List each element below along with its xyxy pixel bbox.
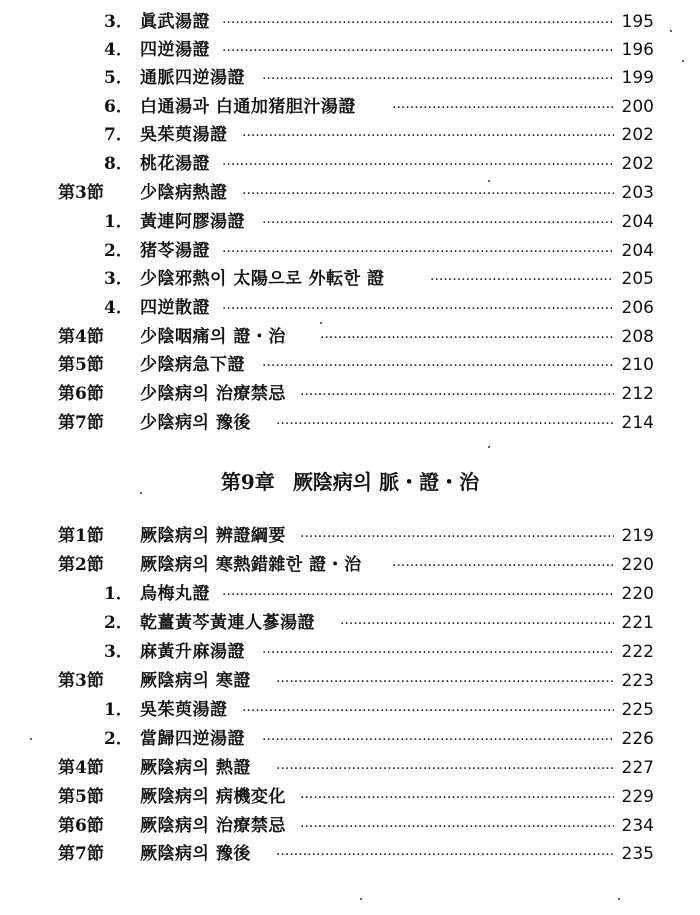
dot-leader: [300, 812, 614, 840]
entry-title: 少陰咽痛의 證・治: [140, 327, 286, 347]
toc-entry: [0, 64, 700, 92]
section-label: 第4節: [58, 327, 104, 347]
entry-title: 少陰病熱證: [140, 183, 228, 203]
section-label: 第4節: [58, 758, 104, 778]
entry-page: 210: [621, 355, 654, 375]
entry-title: 四逆散證: [140, 298, 210, 318]
entry-page: 214: [621, 413, 654, 433]
toc-entry: [0, 380, 700, 408]
toc-entry: [0, 609, 700, 637]
entry-page: 223: [621, 671, 654, 691]
scan-speck: [670, 30, 672, 32]
entry-number: 1．: [104, 700, 133, 720]
dot-leader: [242, 179, 614, 207]
entry-title: 少陰病急下證: [140, 355, 245, 375]
entry-number: 2．: [104, 241, 133, 261]
toc-entry: [0, 237, 700, 265]
entry-title: 乾薑黃芩黃連人蔘湯證: [140, 613, 315, 633]
toc-entry: [0, 667, 700, 695]
dot-leader: [276, 409, 614, 437]
dot-leader: [300, 380, 614, 408]
dot-leader: [262, 64, 614, 92]
entry-page: 203: [621, 183, 654, 203]
entry-title: 眞武湯證: [140, 12, 210, 32]
section-label: 第5節: [58, 787, 104, 807]
scan-speck: [488, 180, 490, 182]
entry-page: 196: [621, 40, 654, 60]
entry-page: 235: [621, 844, 654, 864]
toc-entry: [0, 754, 700, 782]
toc-entry: [0, 696, 700, 724]
dot-leader: [222, 294, 614, 322]
entry-page: 221: [621, 613, 654, 633]
entry-page: 234: [621, 816, 654, 836]
entry-title: 厥陰病의 治療禁忌: [140, 816, 286, 836]
entry-number: 2．: [104, 613, 133, 633]
toc-entry: [0, 265, 700, 293]
toc-entry: [0, 638, 700, 666]
toc-entry: [0, 351, 700, 379]
dot-leader: [320, 323, 614, 351]
entry-page: 212: [621, 384, 654, 404]
entry-page: 204: [621, 241, 654, 261]
dot-leader: [222, 36, 614, 64]
toc-entry: [0, 36, 700, 64]
entry-number: 4．: [104, 298, 133, 318]
scan-speck: [682, 60, 684, 62]
dot-leader: [262, 638, 614, 666]
entry-page: 222: [621, 642, 654, 662]
entry-page: 208: [621, 327, 654, 347]
entry-title: 少陰病의 治療禁忌: [140, 384, 286, 404]
dot-leader: [222, 150, 614, 178]
dot-leader: [276, 840, 614, 868]
toc-entry: [0, 783, 700, 811]
entry-title: 四逆湯證: [140, 40, 210, 60]
entry-page: 202: [621, 125, 654, 145]
entry-page: 195: [621, 12, 654, 32]
section-label: 第6節: [58, 816, 104, 836]
section-label: 第5節: [58, 355, 104, 375]
entry-title: 烏梅丸證: [140, 584, 210, 604]
dot-leader: [222, 580, 614, 608]
entry-page: 227: [621, 758, 654, 778]
section-label: 第3節: [58, 183, 104, 203]
entry-page: 199: [621, 68, 654, 88]
entry-number: 7．: [104, 125, 133, 145]
section-label: 第7節: [58, 413, 104, 433]
entry-title: 少陰邪熱이 太陽으로 外転한 證: [140, 269, 385, 289]
entry-title: 猪苓湯證: [140, 241, 210, 261]
section-label: 第6節: [58, 384, 104, 404]
entry-number: 4．: [104, 40, 133, 60]
dot-leader: [276, 754, 614, 782]
scan-speck: [320, 322, 322, 324]
entry-page: 204: [621, 212, 654, 232]
toc-entry: [0, 294, 700, 322]
dot-leader: [222, 237, 614, 265]
dot-leader: [262, 208, 614, 236]
entry-title: 黃連阿膠湯證: [140, 212, 245, 232]
dot-leader: [242, 696, 614, 724]
entry-number: 2．: [104, 729, 133, 749]
entry-title: 當歸四逆湯證: [140, 729, 245, 749]
toc-entry: [0, 208, 700, 236]
entry-number: 6．: [104, 97, 133, 117]
entry-page: 220: [621, 584, 654, 604]
toc-entry: [0, 150, 700, 178]
scan-speck: [30, 738, 32, 740]
entry-page: 202: [621, 154, 654, 174]
toc-entry: [0, 522, 700, 550]
chapter-label: 第9章: [220, 470, 275, 494]
entry-title: 通脈四逆湯證: [140, 68, 245, 88]
entry-title: 桃花湯證: [140, 154, 210, 174]
scan-speck: [488, 446, 490, 448]
entry-title: 少陰病의 豫後: [140, 413, 251, 433]
entry-number: 5．: [104, 68, 133, 88]
dot-leader: [340, 609, 614, 637]
dot-leader: [242, 121, 614, 149]
dot-leader: [262, 725, 614, 753]
chapter-title: 厥陰病의 脈・證・治: [292, 470, 480, 494]
dot-leader: [300, 783, 614, 811]
dot-leader: [430, 265, 614, 293]
entry-number: 1．: [104, 584, 133, 604]
section-label: 第2節: [58, 555, 104, 575]
section-label: 第7節: [58, 844, 104, 864]
chapter-heading: [0, 465, 700, 499]
toc-entry: [0, 121, 700, 149]
entry-title: 厥陰病의 病機変化: [140, 787, 286, 807]
scan-speck: [140, 492, 142, 494]
scan-speck: [360, 898, 362, 900]
toc-entry: [0, 8, 700, 36]
entry-title: 吳茱萸湯證: [140, 700, 228, 720]
entry-title: 厥陰病의 寒熱錯雜한 證・治: [140, 555, 362, 575]
entry-title: 厥陰病의 熱證: [140, 758, 251, 778]
dot-leader: [392, 93, 614, 121]
toc-entry: [0, 840, 700, 868]
section-label: 第3節: [58, 671, 104, 691]
entry-page: 220: [621, 555, 654, 575]
entry-page: 225: [621, 700, 654, 720]
entry-title: 厥陰病의 豫後: [140, 844, 251, 864]
entry-title: 麻黃升麻湯證: [140, 642, 245, 662]
toc-entry: [0, 409, 700, 437]
toc-entry: [0, 725, 700, 753]
scan-speck: [618, 898, 620, 900]
toc-entry: [0, 812, 700, 840]
toc-entry: [0, 551, 700, 579]
entry-title: 白通湯과 白通加猪胆汁湯證: [140, 97, 356, 117]
entry-page: 219: [621, 526, 654, 546]
toc-entry: [0, 580, 700, 608]
entry-number: 3．: [104, 12, 133, 32]
entry-title: 吳茱萸湯證: [140, 125, 228, 145]
toc-entry: [0, 179, 700, 207]
dot-leader: [392, 551, 614, 579]
toc-entry: [0, 93, 700, 121]
entry-title: 厥陰病의 寒證: [140, 671, 251, 691]
entry-title: 厥陰病의 辨證綱要: [140, 526, 286, 546]
entry-number: 3．: [104, 269, 133, 289]
dot-leader: [276, 667, 614, 695]
entry-number: 1．: [104, 212, 133, 232]
entry-page: 206: [621, 298, 654, 318]
entry-page: 226: [621, 729, 654, 749]
entry-number: 3．: [104, 642, 133, 662]
dot-leader: [262, 351, 614, 379]
dot-leader: [222, 8, 614, 36]
entry-page: 229: [621, 787, 654, 807]
toc-entry: [0, 323, 700, 351]
entry-page: 200: [621, 97, 654, 117]
entry-page: 205: [621, 269, 654, 289]
section-label: 第1節: [58, 526, 104, 546]
entry-number: 8．: [104, 154, 133, 174]
dot-leader: [300, 522, 614, 550]
